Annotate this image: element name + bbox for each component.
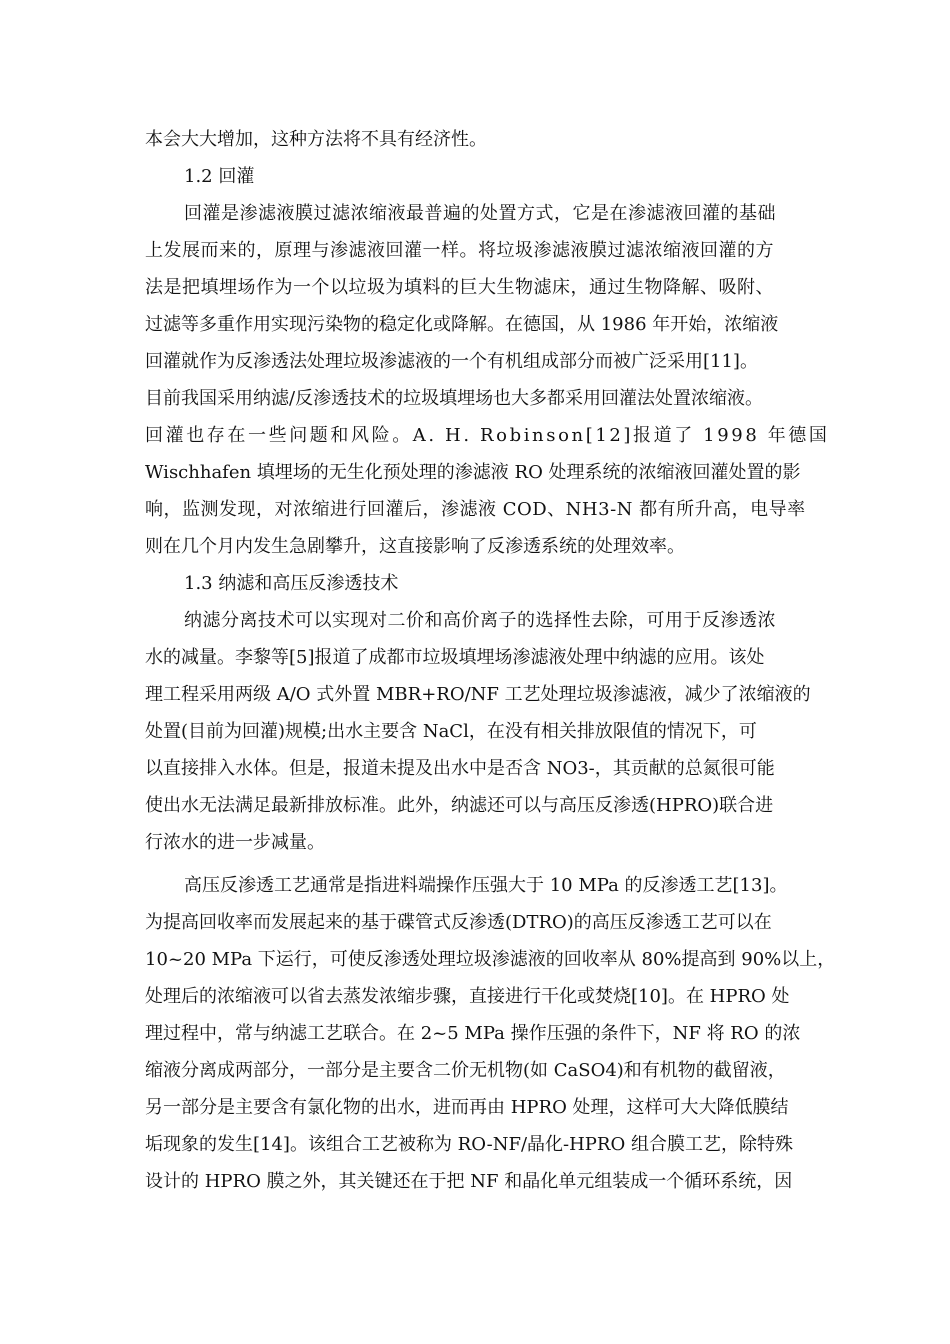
text-line: 处置(目前为回灌)规模;出水主要含 NaCl，在没有相关排放限值的情况下，可 xyxy=(145,721,757,742)
text-line: 法是把填埋场作为一个以垃圾为填料的巨大生物滤床，通过生物降解、吸附、 xyxy=(145,277,774,298)
text-line: 响，监测发现，对浓缩进行回灌后，渗滤液 COD、NH3-N 都有所升高，电导率 xyxy=(145,499,806,520)
text-line: 理过程中，常与纳滤工艺联合。在 2~5 MPa 操作压强的条件下，NF 将 RO 的浓 xyxy=(145,1023,801,1044)
section-heading: 1.2 回灌 xyxy=(184,166,255,187)
text-line: 高压反渗透工艺通常是指进料端操作压强大于 10 MPa 的反渗透工艺[13]。 xyxy=(184,875,788,896)
text-line: 上发展而来的，原理与渗滤液回灌一样。将垃圾渗滤液膜过滤浓缩液回灌的方 xyxy=(145,240,774,261)
text-line: 目前我国采用纳滤/反渗透技术的垃圾填埋场也大多都采用回灌法处置浓缩液。 xyxy=(145,388,764,409)
text-line: 以直接排入水体。但是，报道未提及出水中是否含 NO3-，其贡献的总氮很可能 xyxy=(145,758,775,779)
text-line: 回灌是渗滤液膜过滤浓缩液最普遍的处置方式，它是在渗滤液回灌的基础 xyxy=(184,203,776,224)
text-line: 设计的 HPRO 膜之外，其关键还在于把 NF 和晶化单元组装成一个循环系统，因 xyxy=(145,1171,793,1192)
text-line: 使出水无法满足最新排放标准。此外，纳滤还可以与高压反渗透(HPRO)联合进 xyxy=(145,795,774,816)
text-line: 为提高回收率而发展起来的基于碟管式反渗透(DTRO)的高压反渗透工艺可以在 xyxy=(145,912,772,933)
text-line: 纳滤分离技术可以实现对二价和高价离子的选择性去除，可用于反渗透浓 xyxy=(184,610,776,631)
text-line: 回灌就作为反渗透法处理垃圾渗滤液的一个有机组成部分而被广泛采用[11]。 xyxy=(145,351,758,372)
text-line: 处理后的浓缩液可以省去蒸发浓缩步骤，直接进行干化或焚烧[10]。在 HPRO 处 xyxy=(145,986,790,1007)
text-line: 过滤等多重作用实现污染物的稳定化或降解。在德国，从 1986 年开始，浓缩液 xyxy=(145,314,779,335)
text-line: 行浓水的进一步减量。 xyxy=(145,832,325,853)
text-line: 则在几个月内发生急剧攀升，这直接影响了反渗透系统的处理效率。 xyxy=(145,536,685,557)
text-line: 本会大大增加，这种方法将不具有经济性。 xyxy=(145,129,487,150)
text-line: 10~20 MPa 下运行，可使反渗透处理垃圾渗滤液的回收率从 80%提高到 90%以上， xyxy=(145,949,836,970)
text-line: 垢现象的发生[14]。该组合工艺被称为 RO-NF/晶化-HPRO 组合膜工艺，除特殊 xyxy=(145,1134,793,1155)
section-heading: 1.3 纳滤和高压反渗透技术 xyxy=(184,573,399,594)
text-line: 回灌也存在一些问题和风险。A. H. Robinson[12]报道了 1998 年德国 xyxy=(145,425,830,446)
text-line: 另一部分是主要含有氯化物的出水，进而再由 HPRO 处理，这样可大大降低膜结 xyxy=(145,1097,789,1118)
text-line: 缩液分离成两部分，一部分是主要含二价无机物(如 CaSO4)和有机物的截留液， xyxy=(145,1060,786,1081)
text-line: 水的减量。李黎等[5]报道了成都市垃圾填埋场渗滤液处理中纳滤的应用。该处 xyxy=(145,647,765,668)
text-line: 理工程采用两级 A/O 式外置 MBR+RO/NF 工艺处理垃圾渗滤液，减少了浓缩液的 xyxy=(145,684,811,705)
text-line: Wischhafen 填埋场的无生化预处理的渗滤液 RO 处理系统的浓缩液回灌处置的影 xyxy=(145,462,801,483)
